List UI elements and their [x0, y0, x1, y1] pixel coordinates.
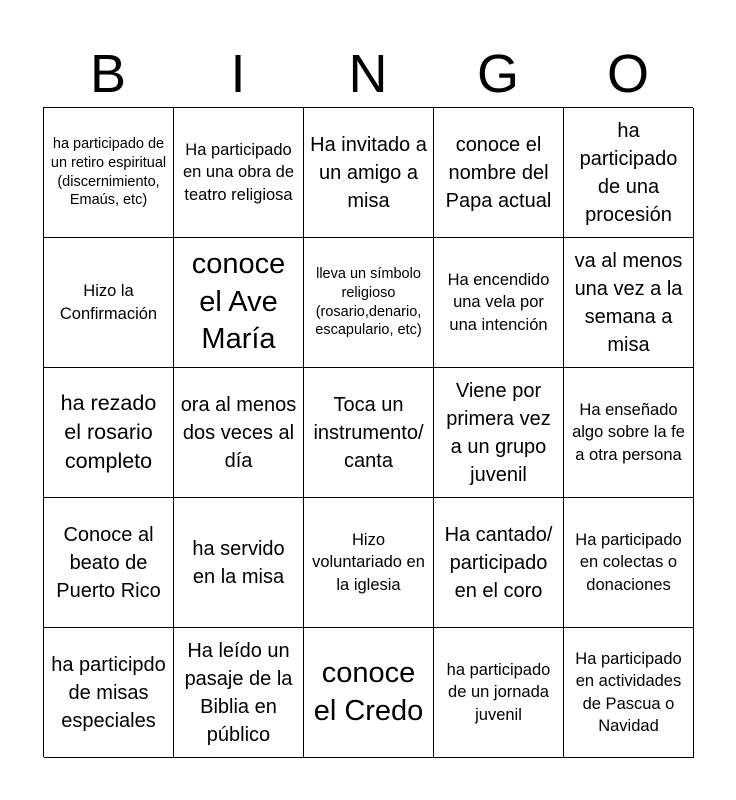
cell-text: ha servido en la misa [192, 537, 285, 588]
bingo-cell-r3c1[interactable] [44, 368, 174, 498]
cell-text: lleva un símbolo religioso (rosario,denario, escapulario, etc) [315, 266, 422, 339]
bingo-cell-r5c3[interactable] [304, 628, 434, 758]
bingo-cell-r2c2[interactable] [174, 238, 304, 368]
cell-text: Ha leído un pasaje de la Biblia en público [184, 639, 293, 746]
bingo-cell-r3c5[interactable] [564, 368, 694, 498]
cell-text: Conoce al beato de Puerto Rico [56, 523, 161, 602]
bingo-cell-r4c1[interactable] [44, 498, 174, 628]
header-letter-b: B [89, 44, 127, 104]
cell-text: ha rezado el rosario completo [60, 390, 157, 473]
cell-text: Ha cantado/ participado en el coro [444, 523, 553, 602]
cell-text: Ha participado en actividades de Pascua o Navidad [575, 649, 682, 735]
bingo-cell-r4c3[interactable] [304, 498, 434, 628]
header-letter-g: G [476, 44, 519, 104]
bingo-cell-r2c3[interactable] [304, 238, 434, 368]
bingo-cell-r1c3[interactable] [304, 108, 434, 238]
bingo-cell-r3c3[interactable] [304, 368, 434, 498]
bingo-cell-r5c2[interactable] [174, 628, 304, 758]
bingo-cell-r5c1[interactable] [44, 628, 174, 758]
cell-text: Ha participado en una obra de teatro religiosa [182, 141, 294, 204]
cell-text: ha participdo de misas especiales [51, 653, 166, 732]
header-letter-i: I [230, 44, 246, 104]
cell-text: ora al menos dos veces al día [180, 393, 297, 472]
bingo-cell-r2c1[interactable] [44, 238, 174, 368]
bingo-cell-r1c2[interactable] [174, 108, 304, 238]
cell-text: Ha participado en colectas o donaciones [575, 531, 682, 594]
bingo-board [43, 107, 693, 757]
bingo-cell-r2c4[interactable] [434, 238, 564, 368]
cell-text: Ha invitado a un amigo a misa [310, 133, 427, 212]
bingo-cell-r2c5[interactable] [564, 238, 694, 368]
bingo-cell-r4c2[interactable] [174, 498, 304, 628]
bingo-cell-r1c1[interactable] [44, 108, 174, 238]
cell-text: ha participado de un retiro espiritual (discernimiento, Emaús, etc) [50, 136, 167, 209]
cell-text: conoce el Ave María [191, 247, 286, 356]
header-letter-n: N [348, 44, 388, 104]
bingo-cell-r3c2[interactable] [174, 368, 304, 498]
bingo-cell-r1c4[interactable] [434, 108, 564, 238]
cell-text: Hizo voluntariado en la iglesia [312, 531, 425, 594]
header-letter-o: O [606, 44, 649, 104]
bingo-cell-r4c5[interactable] [564, 498, 694, 628]
cell-text: Viene por primera vez a un grupo juvenil [446, 379, 551, 486]
cell-text: Ha encendido una vela por una intención [447, 271, 550, 334]
bingo-cell-r3c4[interactable] [434, 368, 564, 498]
cell-text: conoce el Credo [313, 656, 424, 727]
bingo-cell-r4c4[interactable] [434, 498, 564, 628]
bingo-cell-r5c4[interactable] [434, 628, 564, 758]
cell-text: ha participado de un jornada juvenil [446, 661, 551, 724]
cell-text: Toca un instrumento/ canta [313, 393, 424, 472]
cell-text: va al menos una vez a la semana a misa [574, 249, 683, 356]
bingo-cell-r1c5[interactable] [564, 108, 694, 238]
bingo-header [43, 40, 693, 108]
bingo-cell-r5c5[interactable] [564, 628, 694, 758]
cell-text: ha participado de una procesión [579, 119, 678, 226]
cell-text: Hizo la Confirmación [59, 282, 158, 323]
cell-text: conoce el nombre del Papa actual [445, 133, 552, 212]
cell-text: Ha enseñado algo sobre la fe a otra persona [572, 401, 685, 464]
